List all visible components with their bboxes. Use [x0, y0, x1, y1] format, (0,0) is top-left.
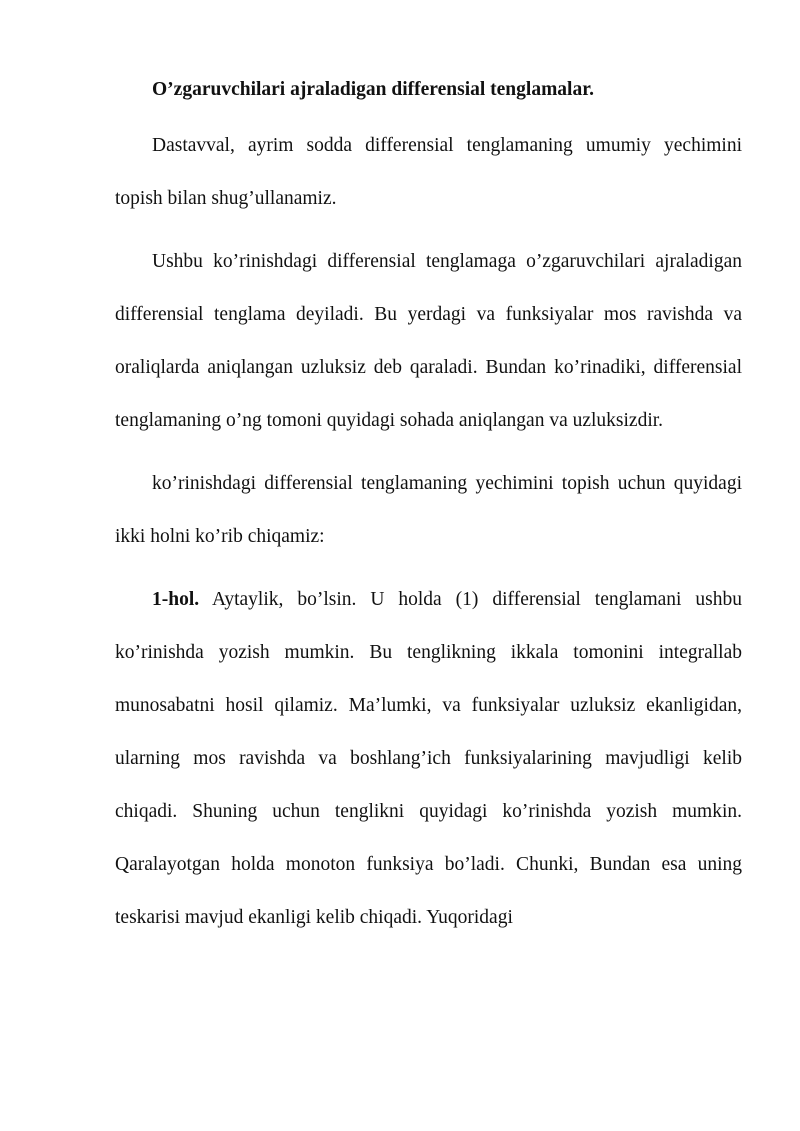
case-1-label: 1-hol. — [152, 589, 200, 610]
paragraph-case-1 — [115, 573, 742, 944]
paragraph-intro: Dastavval, ayrim sodda differensial tenglamaning umumiy yechimini topish bilan shug’ullanamiz. — [115, 135, 742, 209]
paragraph-cases-intro: ko’rinishdagi differensial tenglamaning yechimini topish uchun quyidagi ikki holni ko’rib chiqamiz: — [115, 473, 742, 547]
document-title: O’zgaruvchilari ajraladigan differensial tenglamalar. — [152, 79, 594, 100]
case-1-text: Aytaylik, bo’lsin. U holda (1) differensial tenglamani ushbu ko’rinishda yozish mumkin. Bu tenglikning ikkala tomonini integrallab munosabatni hosil qilamiz. Ma’lumki, va funksiyalar uzluksiz ekanligidan, ularning mos ravishda va boshlang’ich funksiyalarining mavjudligi kelib chiqadi. Shuning uchun tenglikni quyidagi ko’rinishda yozish mumkin. Qaralayotgan holda monoton funksiya bo’ladi. Chunki, Bundan esa uning teskarisi mavjud ekanligi kelib chiqadi. Yuqoridagi — [115, 589, 742, 928]
document-body — [115, 66, 742, 954]
paragraph-definition: Ushbu ko’rinishdagi differensial tenglamaga o’zgaruvchilari ajraladigan differensial tenglama deyiladi. Bu yerdagi va funksiyalar mos ravishda va oraliqlarda aniqlangan uzluksiz deb qaraladi. Bundan ko’rinadiki, differensial tenglamaning o’ng tomoni quyidagi sohada aniqlangan va uzluksizdir. — [115, 251, 742, 431]
